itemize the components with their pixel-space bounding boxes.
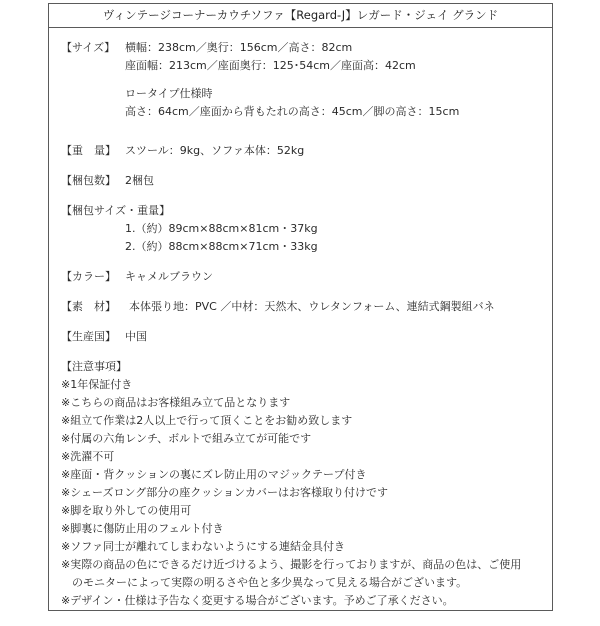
- note-item: ※座面・背クッションの裏にズレ防止用のマジックテープ付き: [61, 468, 367, 481]
- note-item: ※1年保証付き: [61, 378, 133, 391]
- note-item: ※脚裏に傷防止用のフェルト付き: [61, 522, 224, 535]
- note-item: ※脚を取り外しての使用可: [61, 504, 192, 517]
- material-label: 【素 材】: [61, 300, 116, 313]
- packages-label: 【梱包数】: [61, 174, 116, 187]
- color-label: 【カラー】: [61, 270, 116, 283]
- note-item: ※シェーズロング部分の座クッションカバーはお客様取り付けです: [61, 486, 389, 499]
- size-low-type-dimensions: 高さ：64cm／座面から背もたれの高さ：45cm／脚の高さ：15cm: [125, 105, 460, 118]
- origin-value: 中国: [125, 330, 147, 343]
- weight-label: 【重 量】: [61, 144, 116, 157]
- spec-sheet: [48, 3, 553, 611]
- note-item: ※付属の六角レンチ、ボルトで組み立てが可能です: [61, 432, 312, 445]
- note-item: ※実際の商品の色にできるだけ近づけるよう、撮影を行っておりますが、商品の色は、ご使用: [61, 558, 522, 571]
- size-low-type-heading: ロータイプ仕様時: [125, 87, 213, 100]
- weight-value: スツール：9kg、ソファ本体：52kg: [125, 144, 305, 157]
- note-item: ※組立て作業は2人以上で行って頂くことをお勧め致します: [61, 414, 353, 427]
- pack-size-item-2: 2.（約）88cm×88cm×71cm・33kg: [125, 240, 318, 253]
- size-label: 【サイズ】: [61, 41, 116, 54]
- note-item: ※ソファ同士が離れてしまわないようにする連結金具付き: [61, 540, 345, 553]
- color-value: キャメルブラウン: [125, 270, 213, 283]
- product-title: ヴィンテージコーナーカウチソファ【Regard-J】レガード・ジェイ グランド: [49, 4, 552, 28]
- note-item: のモニターによって実際の明るさや色と多少異なって見える場合がございます。: [61, 576, 468, 589]
- note-item: ※洗濯不可: [61, 450, 115, 463]
- size-dimensions: 横幅：238cm／奥行：156cm／高さ：82cm: [125, 41, 353, 54]
- origin-label: 【生産国】: [61, 330, 116, 343]
- pack-size-label: 【梱包サイズ・重量】: [61, 204, 171, 217]
- notes-label: 【注意事項】: [61, 360, 127, 373]
- size-seat-dimensions: 座面幅：213cm／座面奥行：125･54cm／座面高：42cm: [125, 59, 416, 72]
- packages-value: 2梱包: [125, 174, 154, 187]
- material-value: 本体張り地：PVC ／中材：天然木、ウレタンフォーム、連結式鋼製組バネ: [129, 300, 495, 313]
- note-item: ※デザイン・仕様は予告なく変更する場合がございます。予めご了承ください。: [61, 594, 454, 607]
- pack-size-item-1: 1.（約）89cm×88cm×81cm・37kg: [125, 222, 318, 235]
- note-item: ※こちらの商品はお客様組み立て品となります: [61, 396, 291, 409]
